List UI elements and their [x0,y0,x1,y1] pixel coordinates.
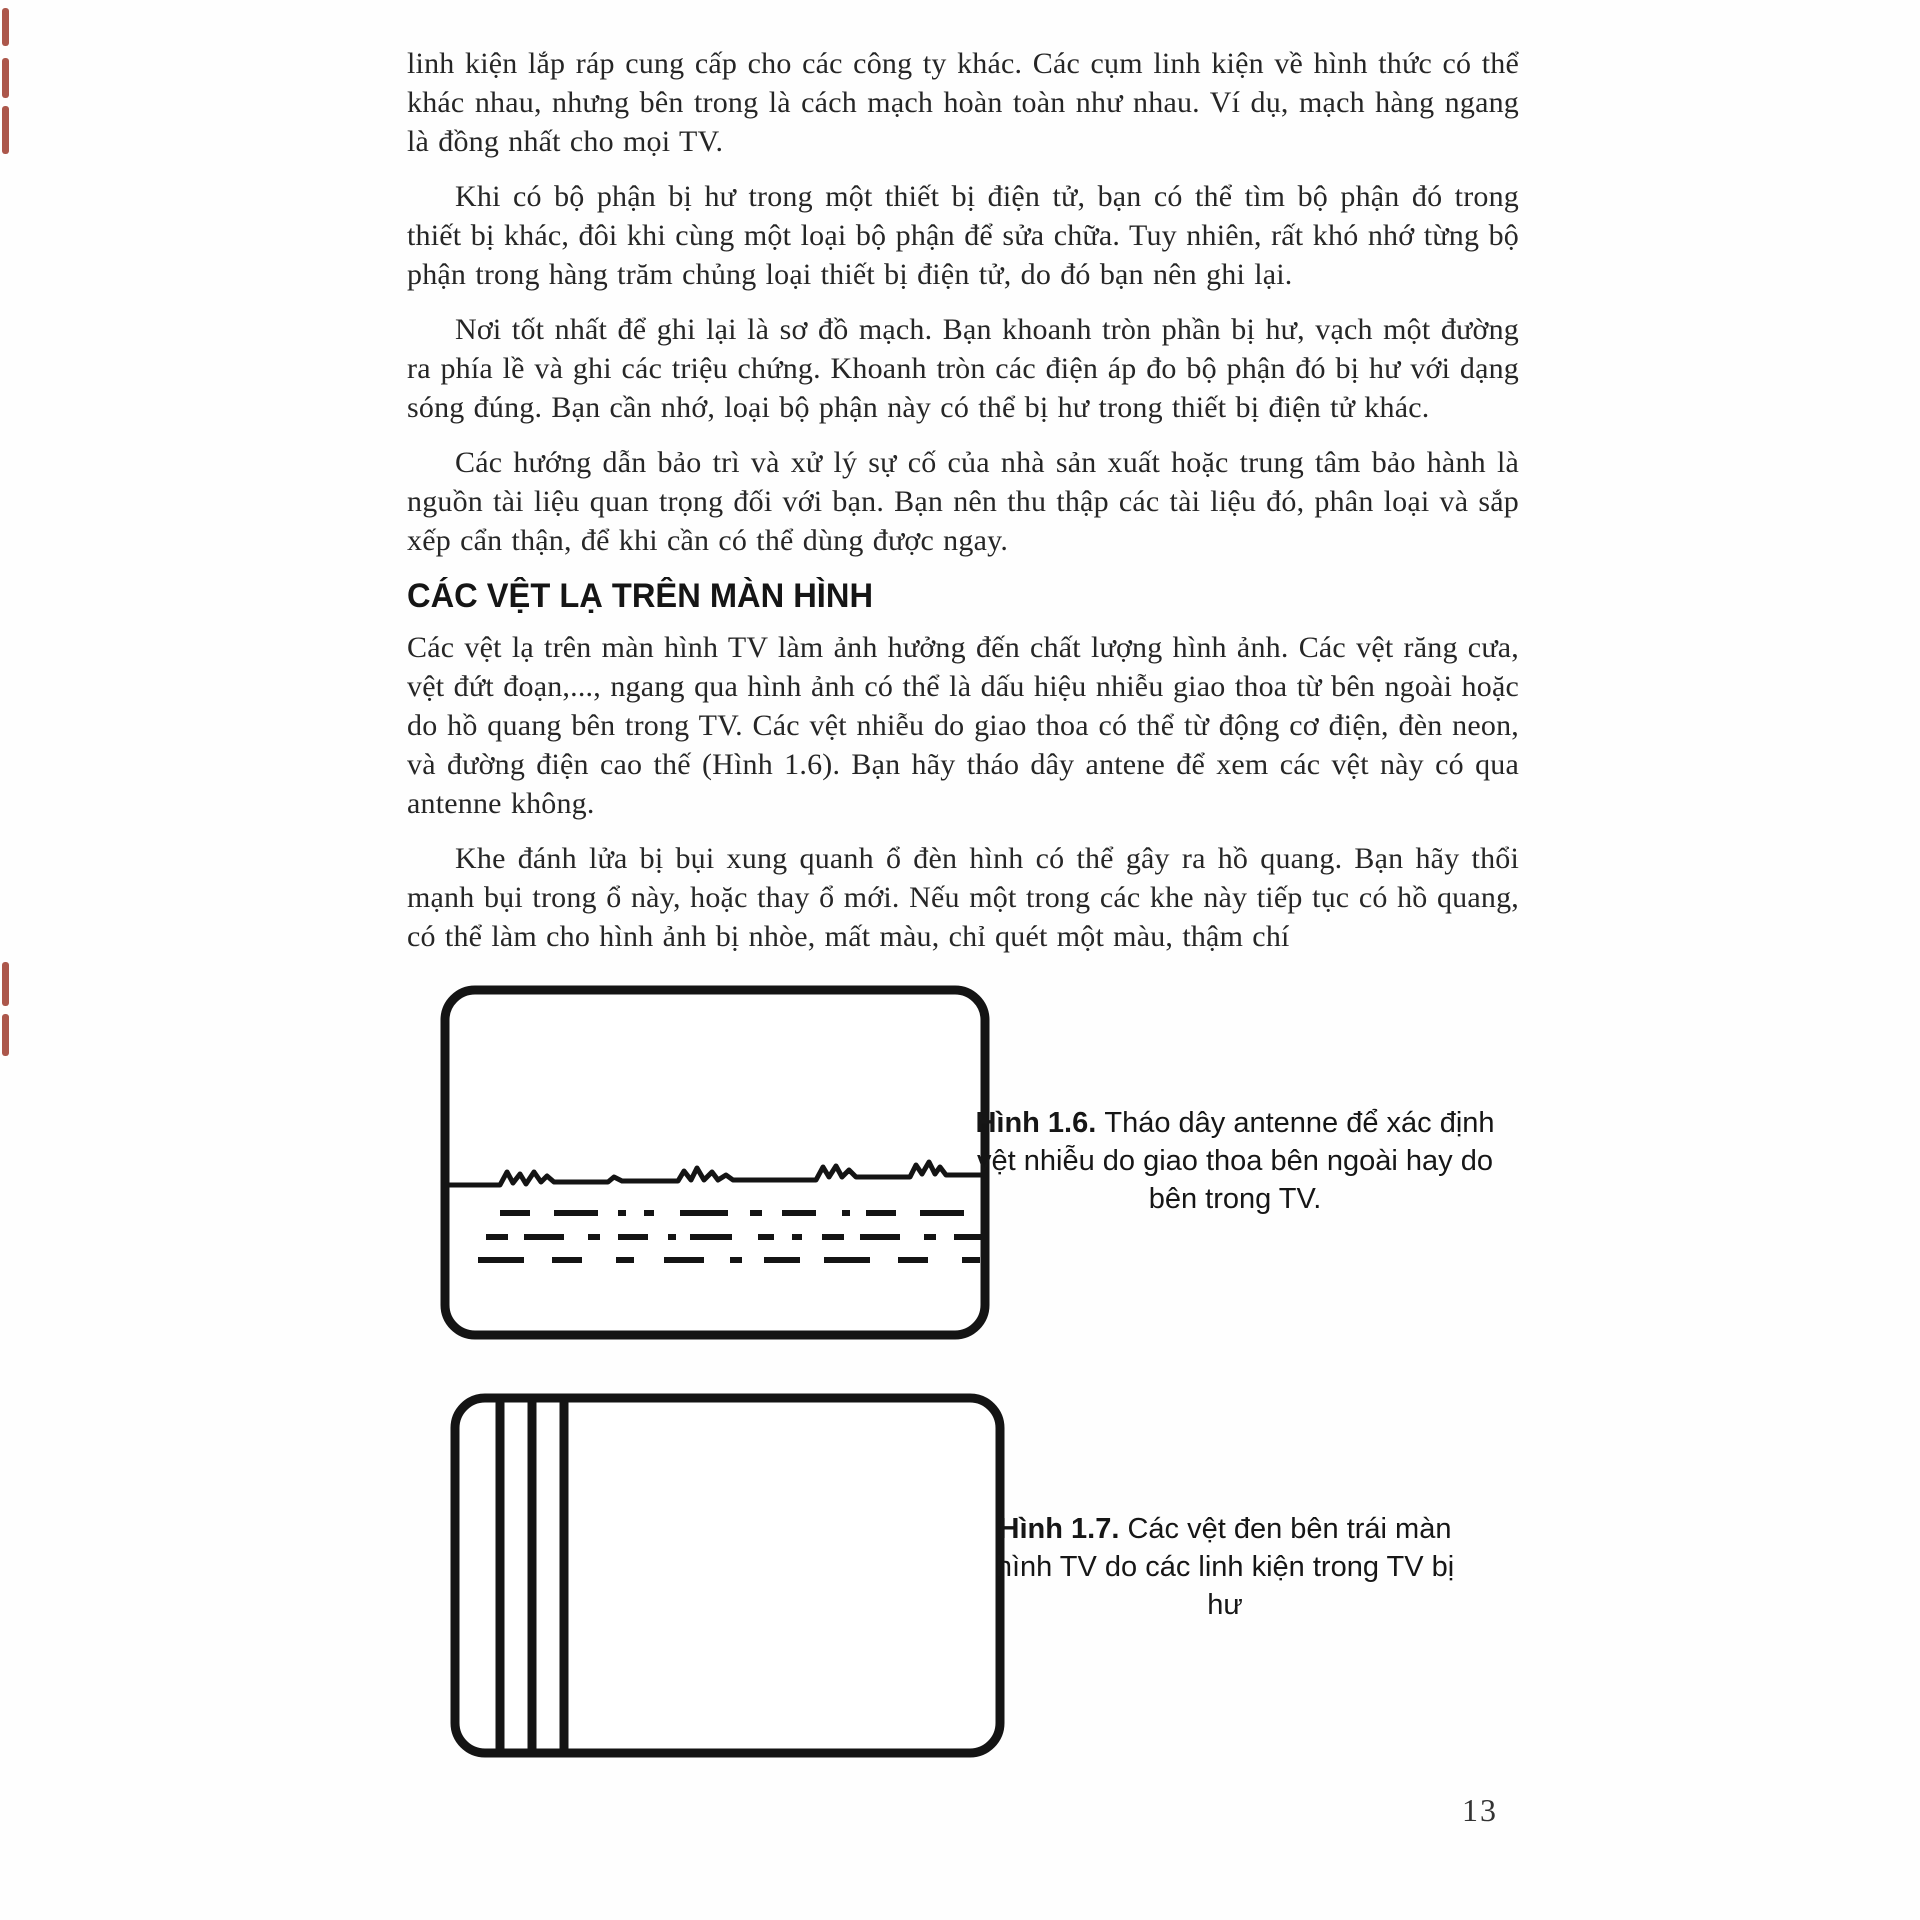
paragraph-5: Các vệt lạ trên màn hình TV làm ảnh hưởng đến chất lượng hình ảnh. Các vệt răng cưa, vệt đứt đoạn,..., ngang qua hình ảnh có thể là dấu hiệu nhiễu giao thoa từ bên ngoài hoặc do hồ quang bên trong TV. Các vệt nhiễu do giao thoa có thể từ động cơ điện, đèn neon, và đường điện cao thế (Hình 1.6). Bạn hãy tháo dây antene để xem các vệt này có qua antenne không. [407,631,1519,820]
page-number: 13 [1462,1792,1498,1828]
figure-1-7-caption [995,1510,1455,1624]
paragraph-6: Khe đánh lửa bị bụi xung quanh ổ đèn hình có thể gây ra hồ quang. Bạn hãy thổi mạnh bụi trong ổ này, hoặc thay ổ mới. Nếu một trong các khe này tiếp tục có hồ quang, có thể làm cho hình ảnh bị nhòe, mất màu, chỉ quét một màu, thậm chí [407,842,1519,953]
section-heading: CÁC VỆT LẠ TRÊN MÀN HÌNH [407,577,874,615]
paragraph-1: linh kiện lắp ráp cung cấp cho các công ty khác. Các cụm linh kiện về hình thức có thể khác nhau, nhưng bên trong là cách mạch hoàn toàn như nhau. Ví dụ, mạch hàng ngang là đồng nhất cho mọi TV. [407,47,1519,158]
scan-artifact [2,8,9,46]
scan-artifact [2,1014,9,1056]
figure-1-6-caption [975,1104,1495,1218]
figure-1-6-tv-screen-drawing [440,985,990,1340]
figure-1-6-label: Hình 1.6. [975,1107,1105,1139]
body-text-column [407,44,1519,972]
figure-1-7-caption-text: Các vệt đen bên trái màn hình TV do các linh kiện trong TV bị hư [995,1513,1455,1621]
paragraph-3: Nơi tốt nhất để ghi lại là sơ đồ mạch. Bạn khoanh tròn phần bị hư, vạch một đường ra phía lề và ghi các triệu chứng. Khoanh tròn các điện áp đo bộ phận đó bị hư với dạng sóng đúng. Bạn cần nhớ, loại bộ phận này có thể bị hư trong thiết bị điện tử khác. [407,313,1519,424]
figure-1-7-label: Hình 1.7. [998,1513,1128,1545]
tv-noise-band-icon [440,985,990,1340]
tv-vertical-bars-icon [450,1393,1005,1758]
paragraph-2: Khi có bộ phận bị hư trong một thiết bị điện tử, bạn có thể tìm bộ phận đó trong thiết bị khác, đôi khi cùng một loại bộ phận để sửa chữa. Tuy nhiên, rất khó nhớ từng bộ phận trong hàng trăm chủng loại thiết bị điện tử, do đó bạn nên ghi lại. [407,180,1519,291]
scan-artifact [2,58,9,98]
scan-artifact [2,106,9,154]
figure-1-7-tv-screen-drawing [450,1393,1005,1758]
figure-1-6-caption-text: Tháo dây antenne để xác định vệt nhiễu do giao thoa bên ngoài hay do bên trong TV. [977,1107,1495,1215]
scan-artifact [2,962,9,1006]
paragraph-4: Các hướng dẫn bảo trì và xử lý sự cố của nhà sản xuất hoặc trung tâm bảo hành là nguồn tài liệu quan trọng đối với bạn. Bạn nên thu thập các tài liệu đó, phân loại và sắp xếp cẩn thận, để khi cần có thể dùng được ngay. [407,446,1519,557]
